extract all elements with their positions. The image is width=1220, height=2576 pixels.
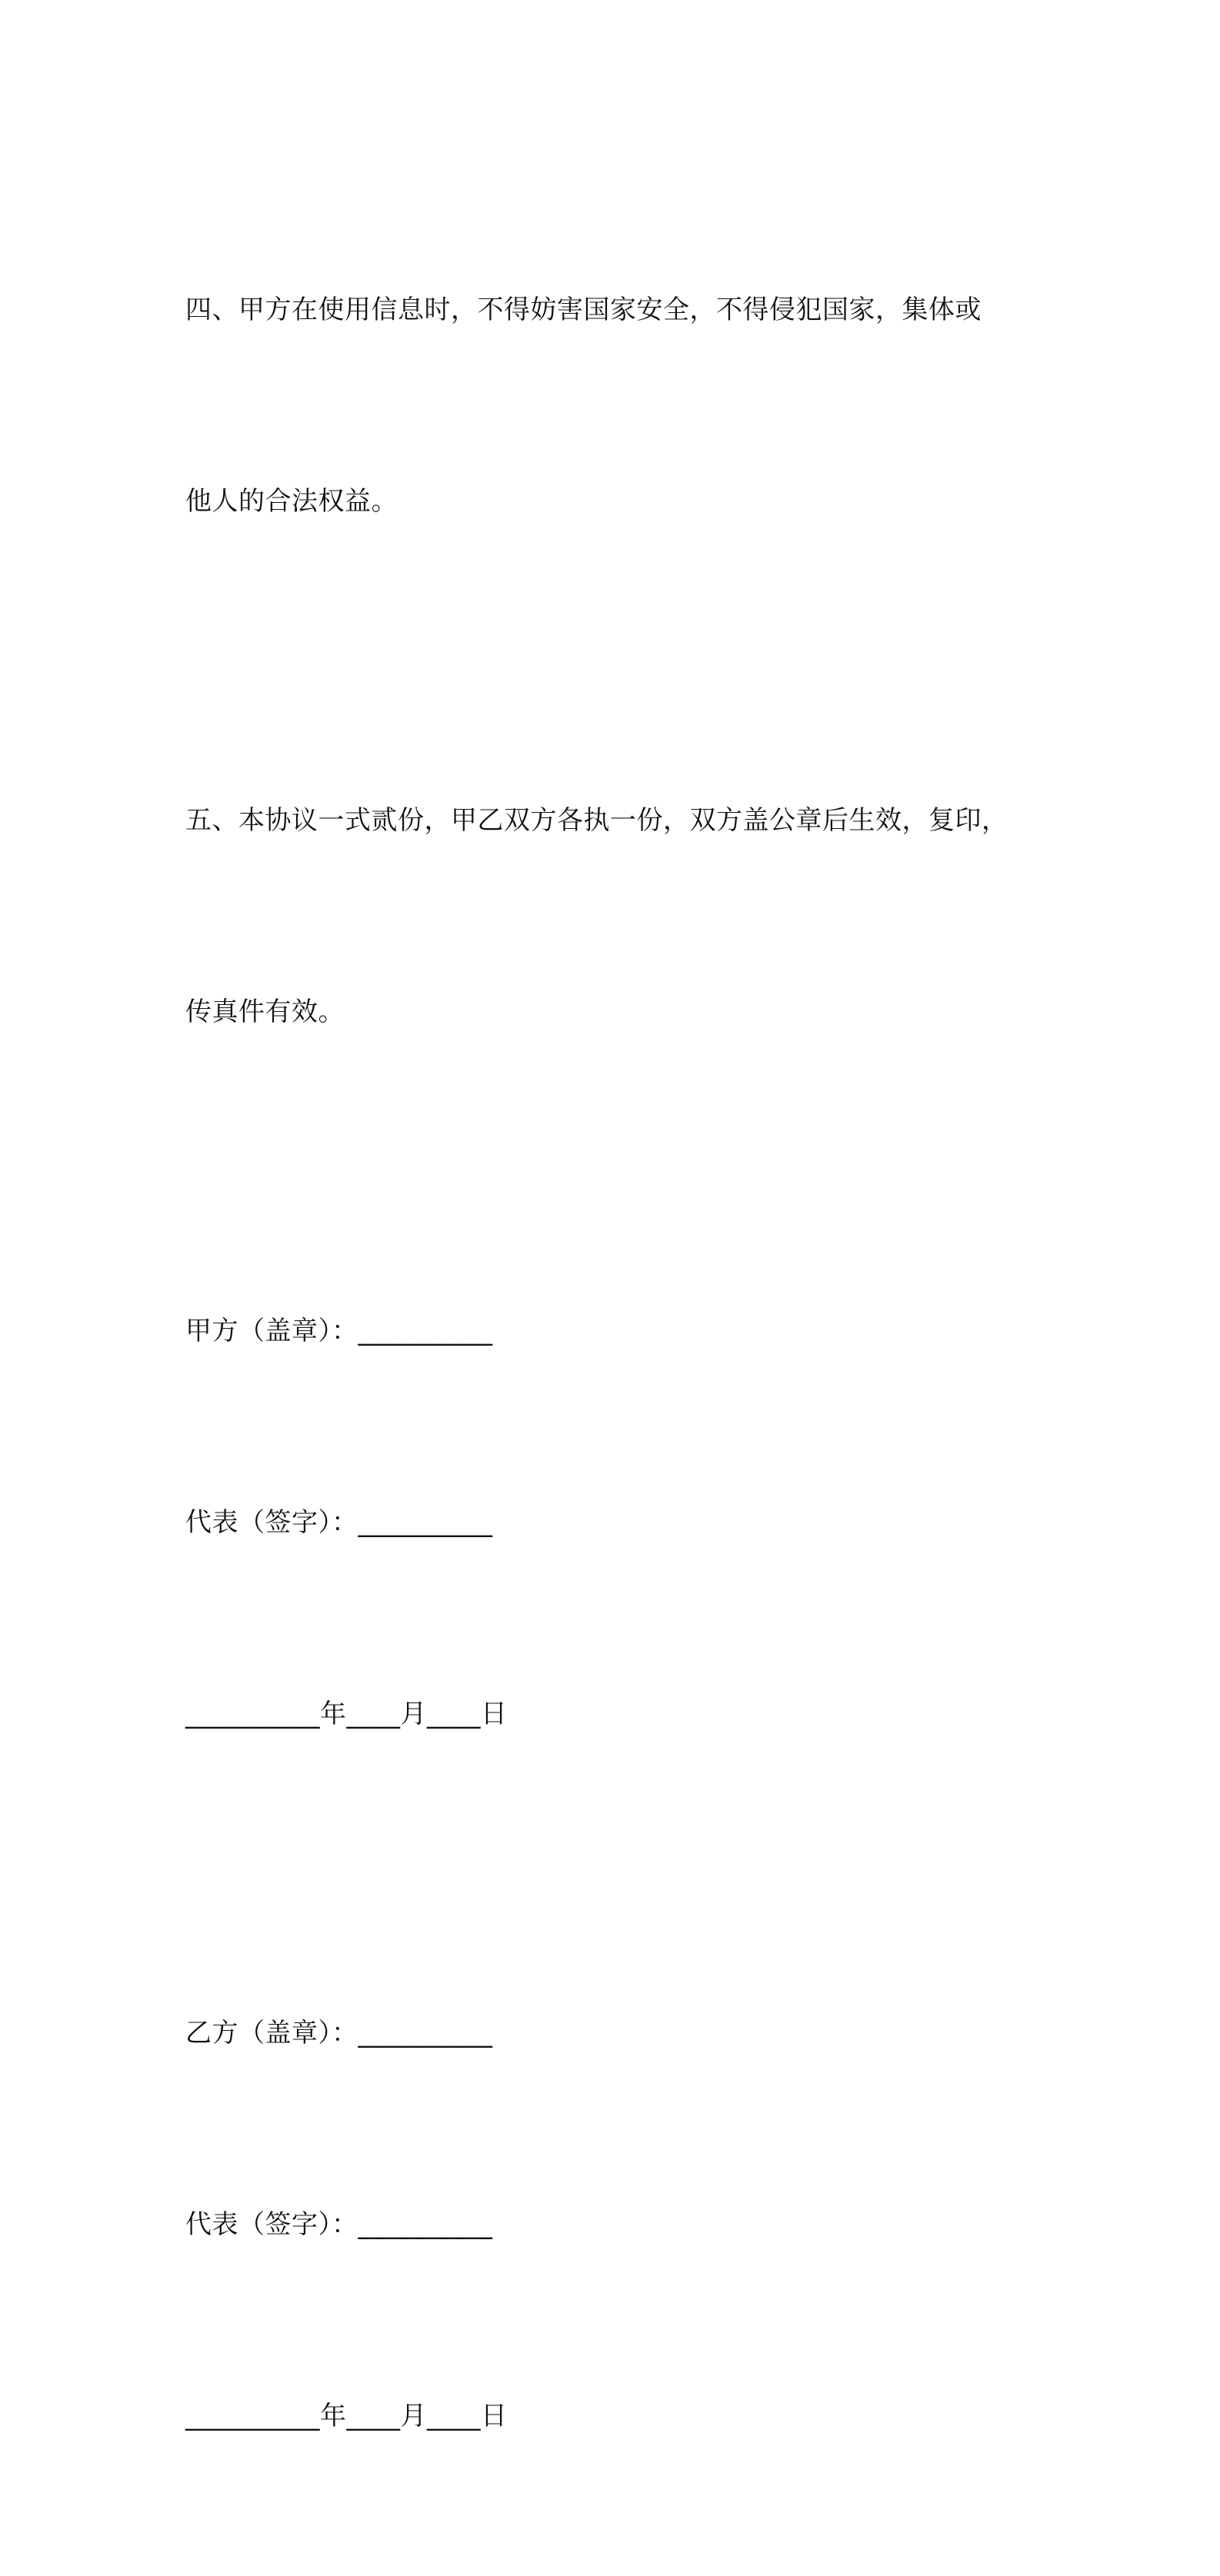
clause-4 (185, 151, 1047, 661)
document-body (185, 151, 1047, 2576)
party-a-signature-block (185, 1172, 1047, 1874)
party-b-representative-line: 代表（签字）：__________ (185, 2209, 493, 2240)
party-b-signature-block (185, 1874, 1047, 2576)
party-a-date-line: __________年____月____日 (185, 1699, 508, 1729)
party-b-seal-line: 乙方（盖章）：__________ (185, 2018, 493, 2048)
clause-5 (185, 661, 1047, 1172)
party-b-date-line: __________年____月____日 (185, 2401, 508, 2431)
party-a-representative-line: 代表（签字）：__________ (185, 1507, 493, 1538)
party-a-seal-line: 甲方（盖章）：__________ (185, 1316, 493, 1346)
clause-5-line-2: 传真件有效。 (185, 997, 345, 1027)
clause-5-line-1: 五、本协议一式贰份，甲乙双方各执一份，双方盖公章后生效，复印， (185, 805, 1008, 836)
clause-4-line-1: 四、甲方在使用信息时，不得妨害国家安全，不得侵犯国家，集体或 (185, 295, 982, 325)
clause-4-line-2: 他人的合法权益。 (185, 486, 398, 517)
